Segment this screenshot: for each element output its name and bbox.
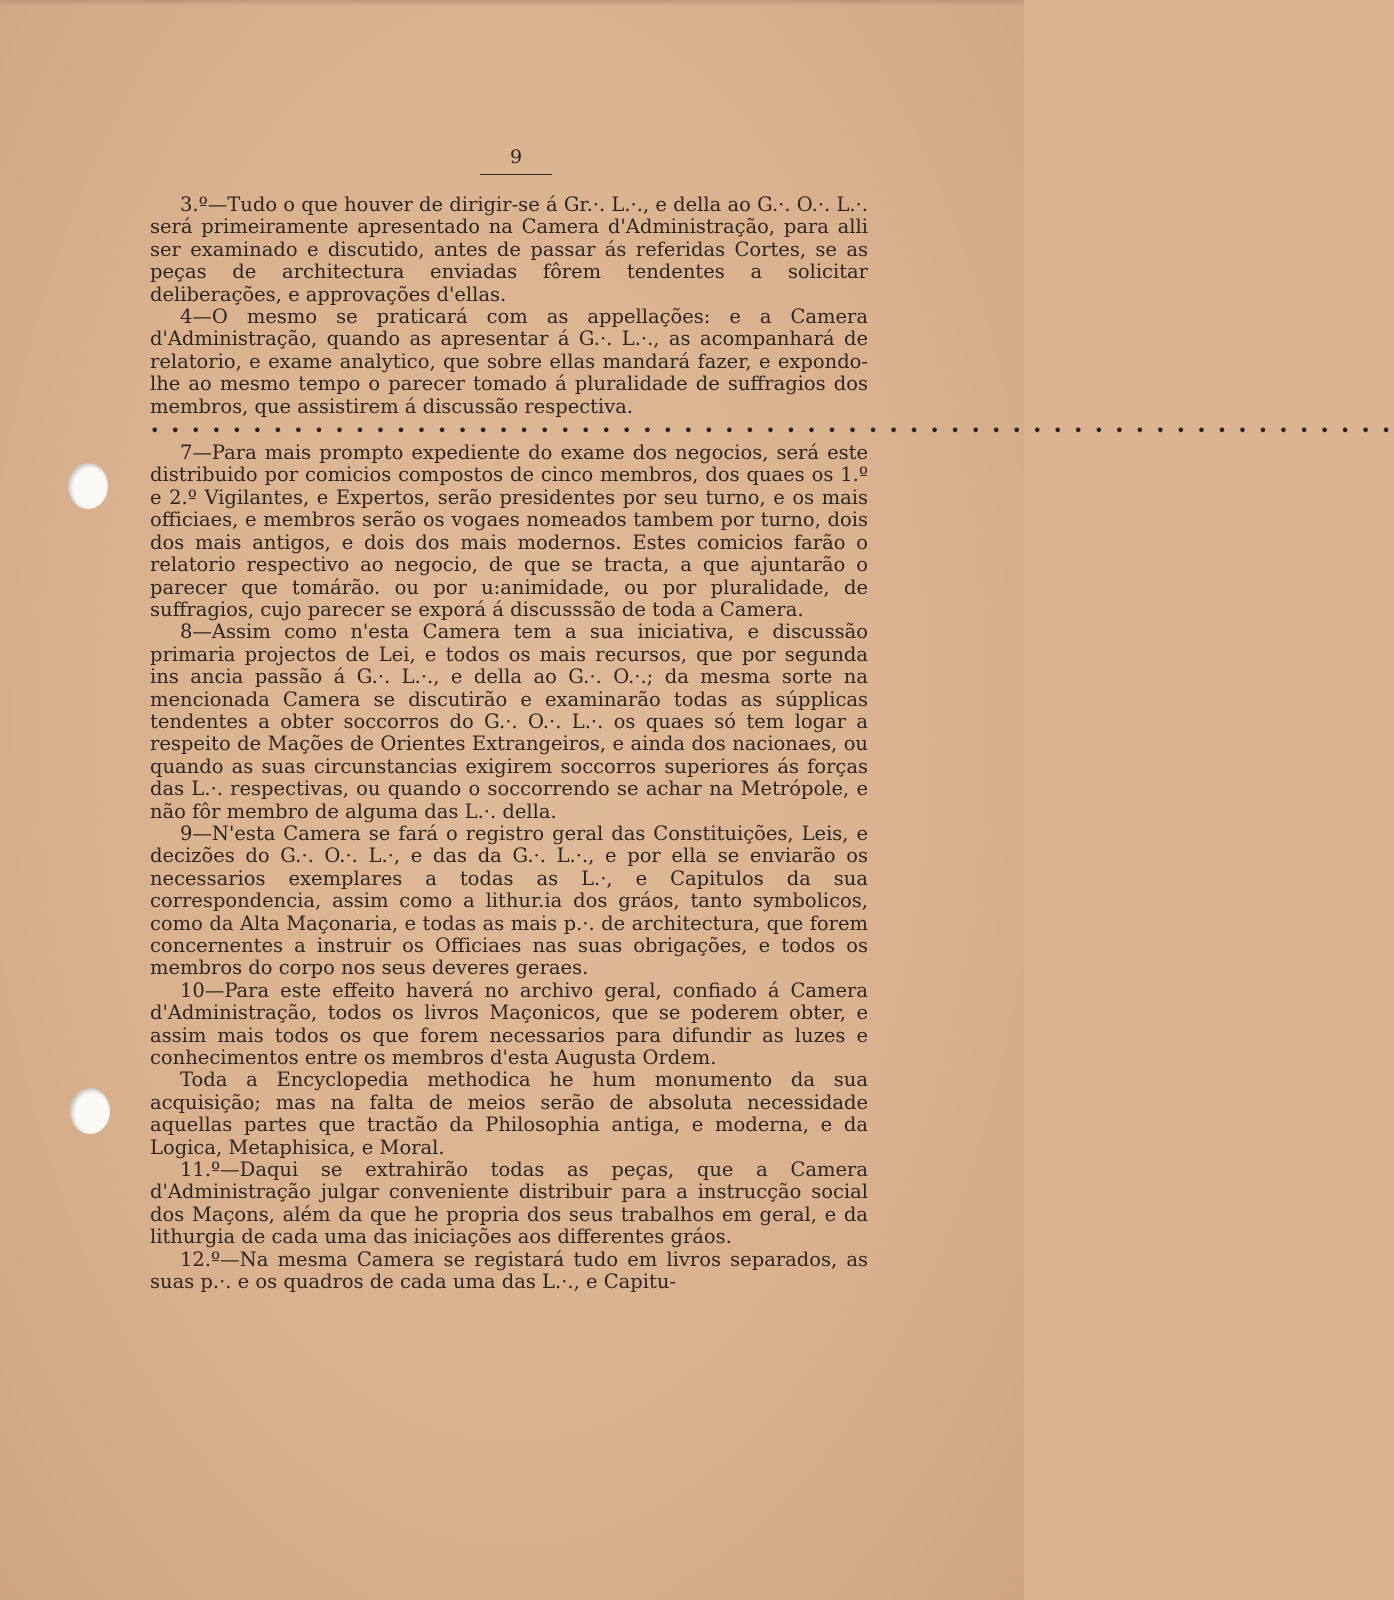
ellipsis-separator: • • • • • • • • • • • • • • • • • • • • • • • • • • • • • • • • • • • • • • • • • • • • • • • • • • • • • • • • • • • • • (150, 421, 1394, 441)
page-top-edge (0, 0, 1024, 6)
paragraph-article-9: 9—N'esta Camera se fará o registro geral das Constituições, Leis, e decizões do G.·. O.·. L.·, e das da G.·. L.·., e por ella se enviarão os necessarios exemplares a todas as L.·, e Capitulos da sua correspondencia, assim como a lithur.ia dos gráos, tanto symbolicos, como da Alta Maçonaria, e todas as mais p.·. de architectura, que forem concernentes a instruir os Officiaes nas suas obrigações, e todos os membros do corpo nos seus deveres geraes. (150, 821, 868, 980)
paragraph-article-4: 4—O mesmo se praticará com as appellações: e a Camera d'Administração, quando as apresentar á G.·. L.·., as acompanhará de relatorio, e exame analytico, que sobre ellas mandará fazer, e expondo-lhe ao mesmo tempo o parecer tomado á pluralidade de suffragios dos membros, que assistirem á discussão respectiva. (150, 305, 868, 418)
paragraph-article-3: 3.º—Tudo o que houver de dirigir-se á Gr.·. L.·., e della ao G.·. O.·. L.·. será primeiramente apresentado na Camera d'Administração, para alli ser examinado e discutido, antes de passar ás referidas Cortes, se as peças de architectura enviadas fôrem tendentes a solicitar deliberações, e approvações d'ellas. (150, 193, 868, 306)
paragraph-article-10: 10—Para este effeito haverá no archivo geral, confiado á Camera d'Administração, todos os livros Maçonicos, que se poderem obter, e assim mais todos os que forem necessarios para difundir as luzes e conhecimentos entre os membros d'esta Augusta Ordem. (150, 978, 868, 1070)
paragraph-article-12: 12.º—Na mesma Camera se registará tudo em livros separados, as suas p.·. e os quadros de cada uma das L.·., e Capitu- (150, 1247, 868, 1294)
paragraph-article-11: 11.º—Daqui se extrahirão todas as peças, que a Camera d'Administração julgar conveniente distribuir para a instrucção social dos Maçons, além da que he propria dos seus trabalhos em geral, e da lithurgia de cada uma das iniciações aos differentes gráos. (150, 1158, 868, 1249)
punch-hole-upper (68, 463, 108, 509)
paragraph-article-8: 8—Assim como n'esta Camera tem a sua iniciativa, e discussão primaria projectos de Lei, e todos os mais recursos, que por segunda ins ancia passão á G.·. L.·., e della ao G.·. O.·.; da mesma sorte na mencionada Camera se discutirão e examinarão todas as súpplicas tendentes a obter soccorros do G.·. O.·. L.·. os quaes só tem logar a respeito de Mações de Orientes Extrangeiros, e ainda dos nacionaes, ou quando as suas circunstancias exigirem soccorros superiores ás forças das L.·. respectivas, ou quando o soccorrendo se achar na Metrópole, e não fôr membro de alguma das L.·. della. (150, 620, 868, 823)
punch-hole-lower (70, 1088, 110, 1134)
page-number: 9 (480, 146, 552, 175)
body-text (150, 193, 1394, 1294)
paragraph-article-7: 7—Para mais prompto expediente do exame dos negocios, será este distribuido por comicios compostos de cinco membros, dos quaes os 1.º e 2.º Vigilantes, e Expertos, serão presidentes por seu turno, e os mais officiaes, e membros serão os vogaes nomeados tambem por turno, dois dos mais antigos, e dois dos mais modernos. Estes comicios farão o relatorio respectivo ao negocio, de que se tracta, a que ajuntarão o parecer que tomárão. ou por u:animidade, ou por pluralidade, de suffragios, cujo parecer se exporá á discusssão de toda a Camera. (150, 441, 868, 621)
paragraph-encyclopedia: Toda a Encyclopedia methodica he hum monumento da sua acquisição; mas na falta de meios serão de absoluta necessidade aquellas partes que tractão da Philosophia antiga, e moderna, e da Logica, Metaphisica, e Moral. (150, 1068, 868, 1159)
